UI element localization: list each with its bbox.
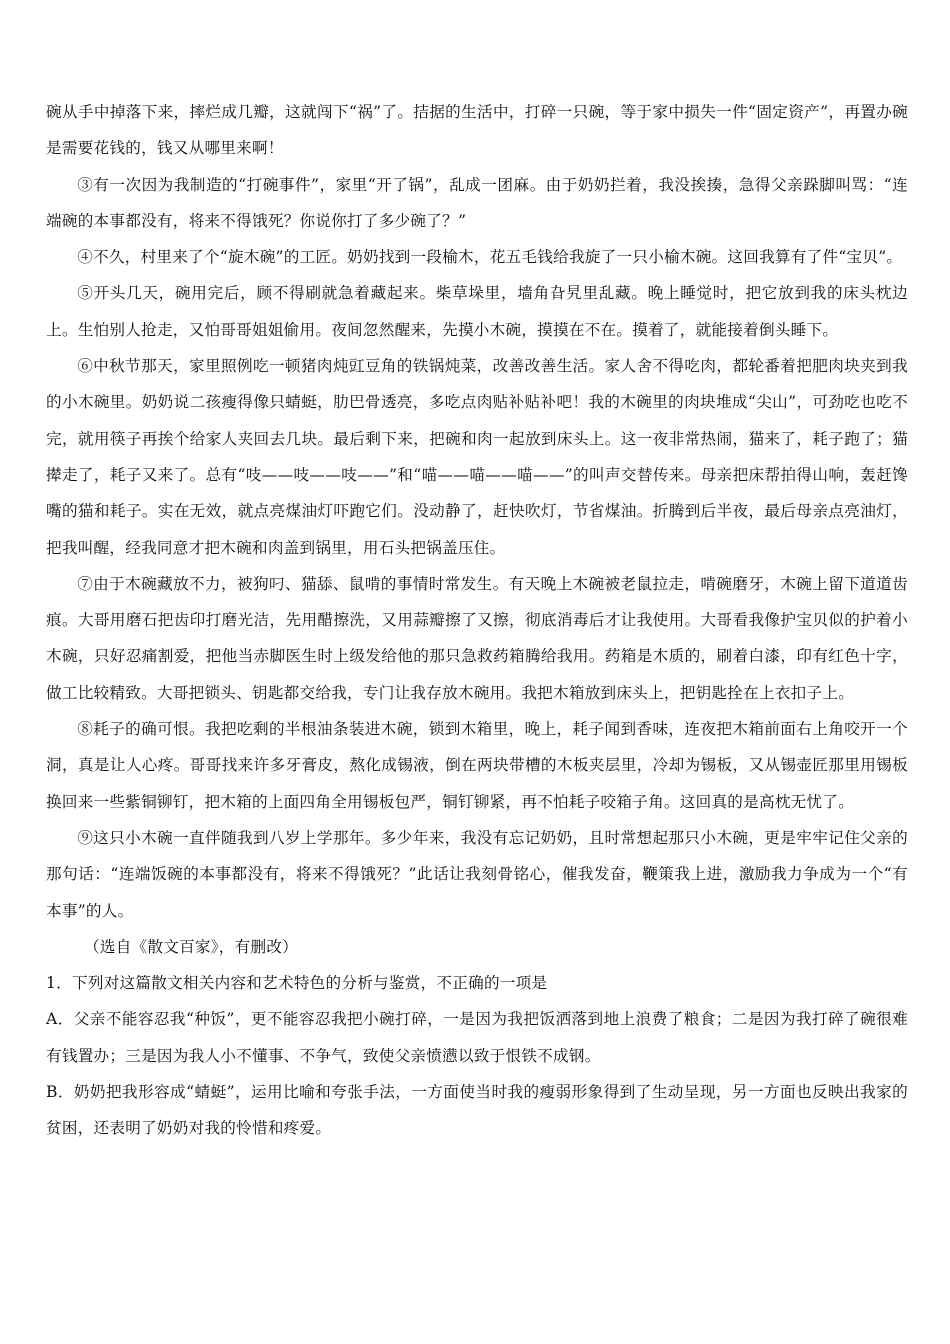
paragraph-8: ⑧耗子的确可恨。我把吃剩的半根油条装进木碗，锁到木箱里，晚上，耗子闻到香味，连夜把木箱前面右上角咬开一个洞，真是让人心疼。哥哥找来许多牙膏皮，熬化成锡液，倒在两块带槽的木板夹层里，冷却为锡板，又从锡壶匠那里用锡板换回来一些紫铜铆钉，把木箱的上面四角全用锡板包严，铜钉铆紧，再不怕耗子咬箱子角。这回真的是高枕无忧了。 [46, 720, 908, 811]
question-1-stem: 1．下列对这篇散文相关内容和艺术特色的分析与鉴赏，不正确的一项是 [46, 974, 548, 993]
source-citation: （选自《散文百家》，有删改） [84, 937, 299, 956]
paragraph-continued: 碗从手中掉落下来，摔烂成几瓣，这就闯下“祸”了。拮据的生活中，打碎一只碗，等于家中损失一件“固定资产”，再置办碗是需要花钱的，钱又从哪里来啊！ [46, 103, 908, 158]
paragraph-4: ④不久，村里来了个“旋木碗”的工匠。奶奶找到一段榆木，花五毛钱给我旋了一只小榆木碗。这回我算有了件“宝贝”。 [77, 248, 903, 267]
paragraph-6: ⑥中秋节那天，家里照例吃一顿猪肉炖豇豆角的铁锅炖菜，改善改善生活。家人舍不得吃肉，都轮番着把肥肉块夹到我的小木碗里。奶奶说二孩瘦得像只蜻蜓，肋巴骨透亮，多吃点肉贴补贴补吧！我的木碗里的肉块堆成“尖山”，可劲吃也吃不完，就用筷子再挨个给家人夹回去几块。最后剩下来，把碗和肉一起放到床头上。这一夜非常热闹，猫来了，耗子跑了；猫撵走了，耗子又来了。总有“吱——吱——吱——”和“喵——喵——喵——”的叫声交替传来。母亲把床帮拍得山响，轰赶馋嘴的猫和耗子。实在无效，就点亮煤油灯吓跑它们。没动静了，赶快吹灯，节省煤油。折腾到后半夜，最后母亲点亮油灯，把我叫醒，经我同意才把木碗和肉盖到锅里，用石头把锅盖压住。 [46, 357, 908, 557]
paragraph-9: ⑨这只小木碗一直伴随我到八岁上学那年。多少年来，我没有忘记奶奶，且时常想起那只小木碗，更是牢牢记住父亲的那句话：“连端饭碗的本事都没有，将来不得饿死？”此话让我刻骨铭心，催我发奋，鞭策我上进，激励我力争成为一个“有本事”的人。 [46, 828, 908, 920]
question-1-option-a: A．父亲不能容忍我“种饭”，更不能容忍我把小碗打碎，一是因为我把饭洒落到地上浪费了粮食；二是因为我打碎了碗很难有钱置办；三是因为我人小不懂事、不争气，致使父亲愤懑以致于恨铁不成钢。 [46, 1010, 908, 1065]
paragraph-7: ⑦由于木碗藏放不力，被狗叼、猫舔、鼠啃的事情时常发生。有天晚上木碗被老鼠拉走，啃碗磨牙，木碗上留下道道齿痕。大哥用磨石把齿印打磨光洁，先用醋擦洗，又用蒜瓣擦了又擦，彻底消毒后才让我使用。大哥看我像护宝贝似的护着小木碗，只好忍痛割爱，把他当赤脚医生时上级发给他的那只急救药箱腾给我用。药箱是木质的，刷着白漆，印有红色十字，做工比较精致。大哥把锁头、钥匙都交给我，专门让我存放木碗用。我把木箱放到床头上，把钥匙拴在上衣扣子上。 [46, 574, 908, 702]
paragraph-3: ③有一次因为我制造的“打碗事件”，家里“开了锅”，乱成一团麻。由于奶奶拦着，我没挨揍，急得父亲跺脚叫骂：“连端碗的本事都没有，将来不得饿死？你说你打了多少碗了？” [46, 175, 908, 230]
paragraph-5: ⑤开头几天，碗用完后，顾不得刷就急着藏起来。柴草垛里，墙角旮旯里乱藏。晚上睡觉时，把它放到我的床头枕边上。生怕别人抢走，又怕哥哥姐姐偷用。夜间忽然醒来，先摸小木碗，摸摸在不在。摸着了，就能接着倒头睡下。 [46, 284, 908, 339]
article-body [46, 94, 908, 1147]
question-1-option-b: B．奶奶把我形容成“蜻蜓”，运用比喻和夸张手法，一方面使当时我的瘦弱形象得到了生动呈现，另一方面也反映出我家的贫困，还表明了奶奶对我的怜惜和疼爱。 [46, 1083, 908, 1138]
